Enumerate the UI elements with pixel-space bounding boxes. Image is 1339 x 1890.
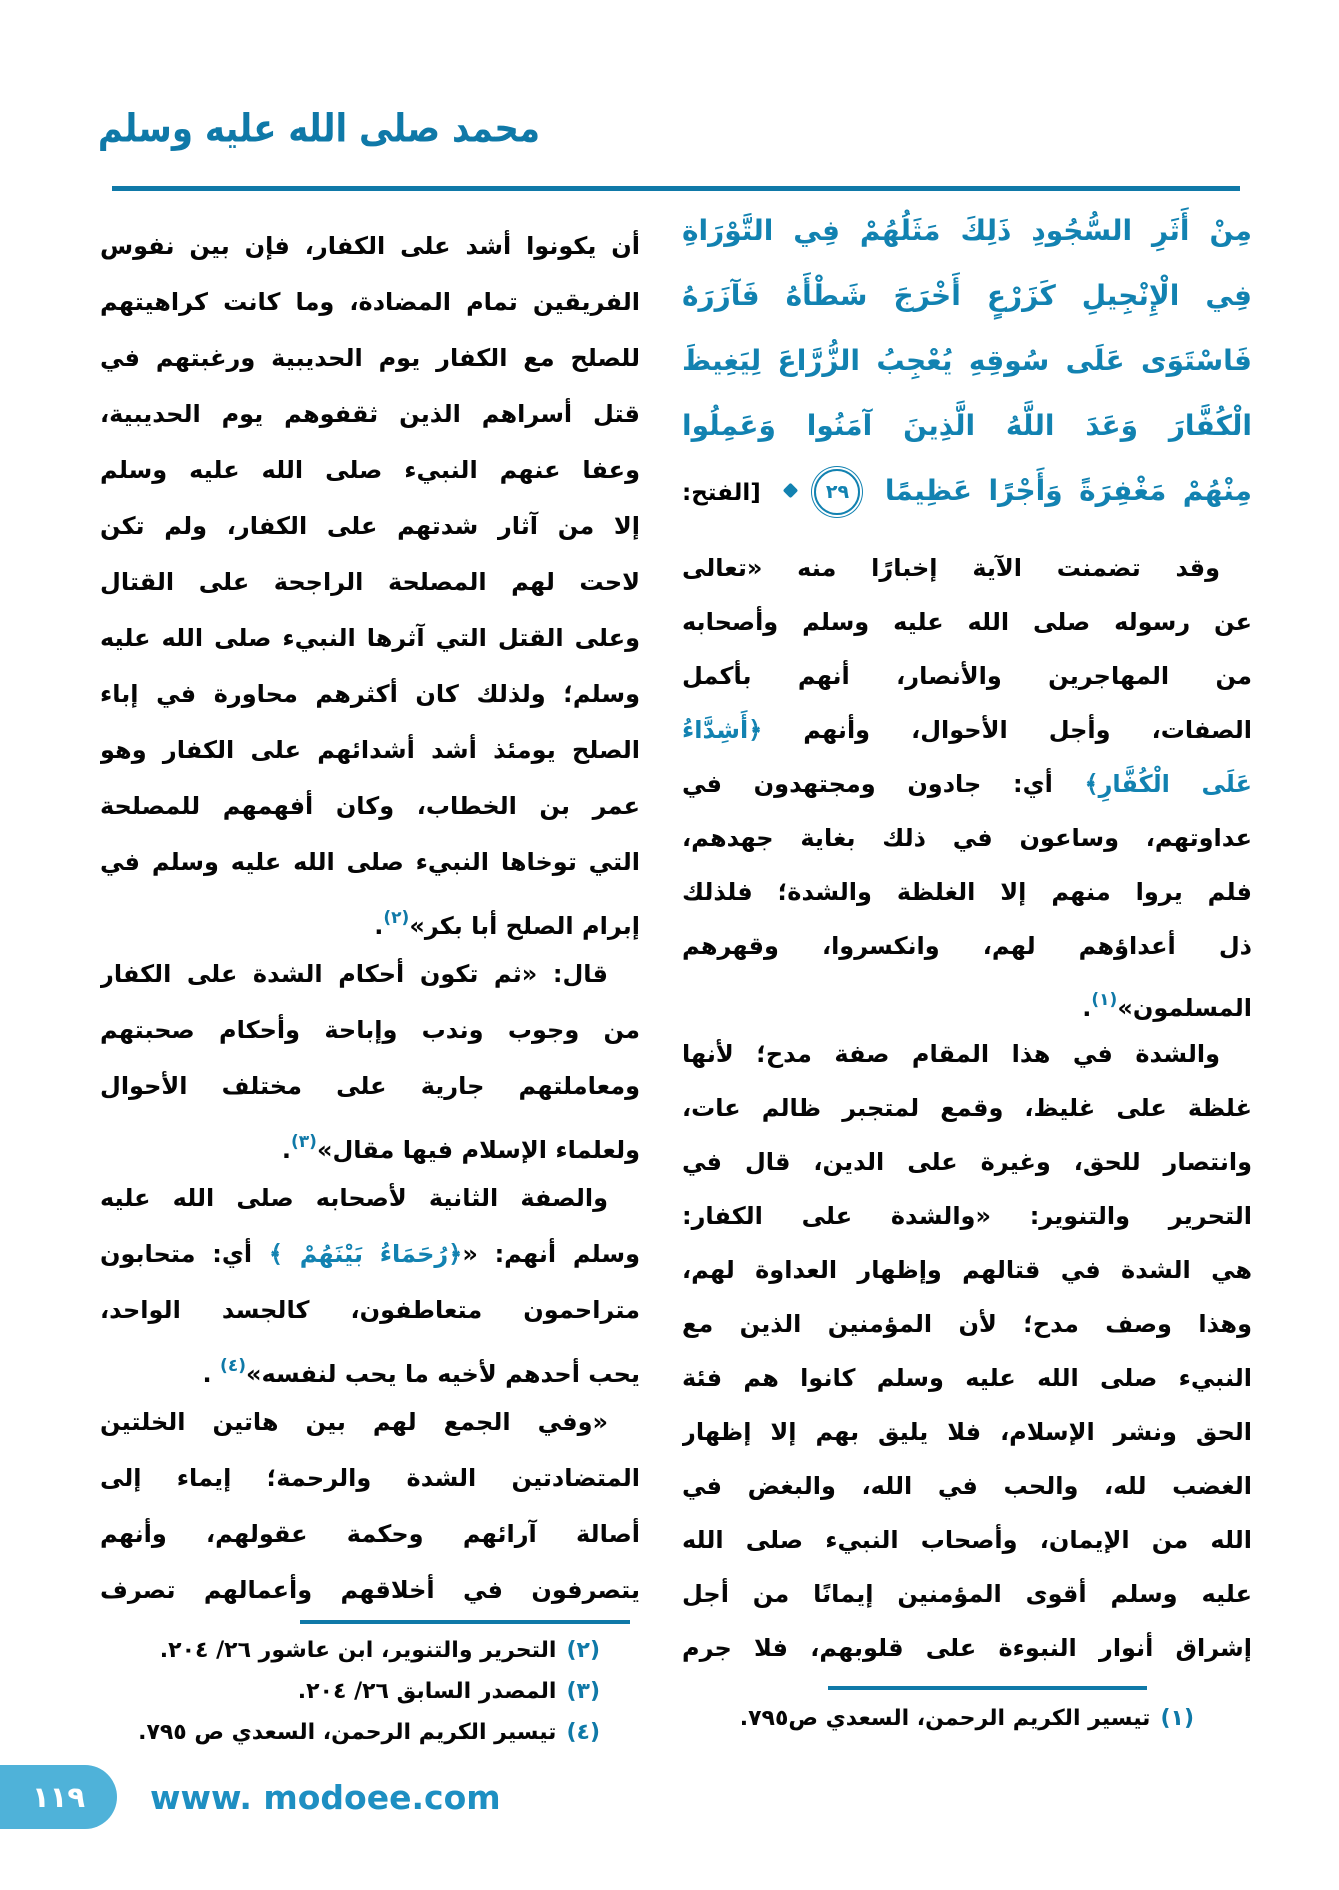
quran-inline-segment: الْكُفَّارَ وَعَدَ اللَّهُ الَّذِينَ آمَنُوا وَعَمِلُوا (682, 409, 1252, 442)
text-line (682, 1243, 1252, 1297)
text-segment: . (202, 1360, 221, 1388)
text-line (682, 1189, 1252, 1243)
text-segment: وسلم؛ ولذلك كان أكثرهم محاورة في إباء (100, 680, 640, 708)
text-segment: الصفات، وأجل الأحوال، وأنهم (762, 716, 1252, 744)
quran-verse-block (682, 198, 1252, 523)
text-line (100, 274, 640, 330)
quran-inline-segment: فِي الْإِنْجِيلِ كَزَرْعٍ أَخْرَجَ شَطْأَهُ فَآزَرَهُ (682, 279, 1252, 312)
text-line (100, 722, 640, 778)
quran-inline-segment: فَاسْتَوَى عَلَى سُوقِهِ يُعْجِبُ الزُّرَّاعَ لِيَغِيظَ (682, 344, 1252, 377)
text-segment: وهذا وصف مدح؛ لأن المؤمنين الذين مع (682, 1310, 1252, 1338)
text-segment: الله من الإيمان، وأصحاب النبيء صلى الله (682, 1526, 1252, 1554)
text-segment: والشدة في هذا المقام صفة مدح؛ لأنها (682, 1040, 1220, 1068)
text-line (682, 1513, 1252, 1567)
text-line (100, 1562, 640, 1618)
text-segment: وانتصار للحق، وغيرة على الدين، قال في (682, 1148, 1252, 1176)
text-segment: ومعاملتهم جارية على مختلف الأحوال (100, 1072, 640, 1100)
text-segment: من المهاجرين والأنصار، أنهم بأكمل (682, 662, 1252, 690)
page-number-tab (0, 1765, 117, 1829)
text-segment: . (281, 1136, 291, 1164)
text-segment: التي توخاها النبيء صلى الله عليه وسلم في (100, 848, 640, 876)
footnote-separator-left (300, 1620, 630, 1624)
footnotes-right (682, 1698, 1252, 1739)
text-line (682, 541, 1252, 595)
footnote-line (100, 1671, 600, 1712)
text-segment: أي: جادون ومجتهدون في (682, 770, 1085, 798)
text-segment: للصلح مع الكفار يوم الحديبية ورغبتهم في (100, 344, 640, 372)
footnote-separator-right (828, 1686, 1147, 1690)
text-segment: فلم يروا منهم إلا الغلظة والشدة؛ فلذلك (682, 878, 1252, 906)
text-line (100, 442, 640, 498)
text-segment: وعلى القتل التي آثرها النبيء صلى الله عليه (100, 624, 640, 652)
text-segment: غلظة على غليظ، وقمع لمتجبر ظالم عات، (682, 1094, 1252, 1122)
text-segment: إبرام الصلح أبا بكر» (409, 912, 640, 940)
text-segment: قتل أسراهم الذين ثقفوهم يوم الحديبية، (100, 400, 640, 428)
text-line (100, 834, 640, 890)
text-line (682, 865, 1252, 919)
text-line (100, 778, 640, 834)
header-rule (112, 186, 1240, 191)
footnote-number: (١) (1160, 1706, 1194, 1731)
text-line (682, 811, 1252, 865)
text-segment: أصالة آرائهم وحكمة عقولهم، وأنهم (100, 1520, 640, 1548)
footnote-text: تيسير الكريم الرحمن، السعدي ص ٧٩٥. (138, 1720, 557, 1745)
text-line (100, 330, 640, 386)
text-line (100, 386, 640, 442)
text-segment: إشراق أنوار النبوءة على قلوبهم، فلا جرم (682, 1634, 1252, 1662)
footnote-number: (٣) (566, 1679, 600, 1704)
text-line (682, 198, 1252, 263)
column-right (682, 198, 1252, 1675)
text-segment: من وجوب وندب وإباحة وأحكام صحبتهم (100, 1016, 640, 1044)
text-segment: . (1082, 994, 1092, 1022)
text-line (100, 610, 640, 666)
page-number: ١١٩ (31, 1780, 86, 1814)
text-line (100, 554, 640, 610)
footnote-text: المصدر السابق ٢٦/ ٢٠٤. (297, 1679, 557, 1704)
text-line (100, 1114, 640, 1170)
quran-inline-segment: ﴿رُحَمَاءُ بَيْنَهُمْ ﴾ (268, 1240, 463, 1268)
text-segment: «وفي الجمع لهم بين هاتين الخلتين (100, 1408, 608, 1436)
footnote-text: تيسير الكريم الرحمن، السعدي ص٧٩٥. (739, 1706, 1151, 1731)
text-segment: لاحت لهم المصلحة الراجحة على القتال (100, 568, 640, 596)
footnote-marker-sup: (١) (1091, 990, 1118, 1010)
text-line (682, 1135, 1252, 1189)
text-line (682, 1567, 1252, 1621)
right-column-body (682, 541, 1252, 1675)
quran-inline-segment: مِنْ أَثَرِ السُّجُودِ ذَلِكَ مَثَلُهُمْ فِي التَّوْرَاةِ (682, 214, 1252, 247)
text-segment: . (374, 912, 384, 940)
text-segment: عمر بن الخطاب، وكان أفهمهم للمصلحة (100, 792, 640, 820)
text-segment: النبيء صلى الله عليه وسلم كانوا هم فئة (682, 1364, 1252, 1392)
text-segment: الغضب لله، والحب في الله، والبغض في (682, 1472, 1252, 1500)
text-line (100, 1002, 640, 1058)
text-line (100, 1394, 640, 1450)
text-line (100, 666, 640, 722)
text-segment: هي الشدة في قتالهم وإظهار العداوة لهم، (682, 1256, 1252, 1284)
quran-inline-segment: عَلَى الْكُفَّارِ﴾ (1084, 770, 1252, 798)
text-segment: أي: متحابون (100, 1240, 269, 1268)
text-line (100, 218, 640, 274)
footnote-marker-sup: (٢) (383, 908, 410, 928)
text-segment: الحق ونشر الإسلام، فلا يليق بهم إلا إظهار (682, 1418, 1252, 1446)
text-segment: إلا من آثار شدتهم على الكفار، ولم تكن (100, 512, 640, 540)
text-segment: وسلم أنهم: « (462, 1240, 640, 1268)
footnote-text: التحرير والتنوير، ابن عاشور ٢٦/ ٢٠٤. (159, 1638, 557, 1663)
text-segment: أن يكونوا أشد على الكفار، فإن بين نفوس (100, 232, 640, 260)
text-line (100, 1170, 640, 1226)
text-segment: ولعلماء الإسلام فيها مقال» (316, 1136, 640, 1164)
column-left (100, 218, 640, 1618)
text-line (682, 393, 1252, 458)
text-line (682, 1297, 1252, 1351)
text-line (682, 1459, 1252, 1513)
text-segment: متراحمون متعاطفون، كالجسد الواحد، (100, 1296, 640, 1324)
text-line (682, 703, 1252, 757)
text-line (100, 1450, 640, 1506)
footnote-line (100, 1630, 600, 1671)
text-line (100, 1506, 640, 1562)
text-segment: وعفا عنهم النبيء صلى الله عليه وسلم (100, 456, 640, 484)
text-segment: عليه وسلم أقوى المؤمنين إيمانًا من أجل (682, 1580, 1252, 1608)
text-line (100, 1282, 640, 1338)
text-segment: المسلمون» (1117, 994, 1252, 1022)
text-line (100, 1338, 640, 1394)
text-segment: يحب أحدهم لأخيه ما يحب لنفسه» (245, 1360, 640, 1388)
website-url: www. modoee.com (150, 1778, 501, 1817)
text-segment: والصفة الثانية لأصحابه صلى الله عليه (100, 1184, 608, 1212)
text-segment: ذل أعداؤهم لهم، وانكسروا، وقهرهم (682, 932, 1252, 960)
footnote-number: (٢) (566, 1638, 600, 1663)
text-line (100, 1226, 640, 1282)
text-line (682, 919, 1252, 973)
text-line (682, 757, 1252, 811)
footnotes-left (100, 1630, 640, 1753)
text-segment: الصلح يومئذ أشد أشدائهم على الكفار وهو (100, 736, 640, 764)
footnote-marker-sup: (٤) (220, 1356, 246, 1376)
text-line (682, 263, 1252, 328)
text-segment: المتضادتين الشدة والرحمة؛ إيماء إلى (100, 1464, 640, 1492)
footnote-line (100, 1712, 600, 1753)
text-segment: عداوتهم، وساعون في ذلك بغاية جهدهم، (682, 824, 1252, 852)
text-segment: الفريقين تمام المضادة، وما كانت كراهيتهم (100, 288, 640, 316)
text-segment: قال: «ثم تكون أحكام الشدة على الكفار (100, 960, 608, 988)
text-line (682, 1081, 1252, 1135)
ayah-number: ٢٩ (825, 480, 850, 503)
text-segment: وقد تضمنت الآية إخبارًا منه «تعالى (682, 554, 1220, 582)
text-line (682, 1027, 1252, 1081)
text-segment: التحرير والتنوير: «والشدة على الكفار: (682, 1202, 1252, 1230)
text-line (682, 1351, 1252, 1405)
quran-inline-segment: ﴿أَشِدَّاءُ (682, 716, 763, 744)
footnote-marker-sup: (٣) (290, 1132, 317, 1152)
left-column-body (100, 218, 640, 1618)
text-segment: يتصرفون في أخلاقهم وأعمالهم تصرف (100, 1576, 640, 1604)
text-line (682, 458, 1252, 523)
quran-inline-segment: مِنْهُمْ مَغْفِرَةً وَأَجْرًا عَظِيمًا (868, 474, 1252, 507)
footnote-number: (٤) (566, 1720, 600, 1745)
ayah-end-medallion (814, 469, 860, 515)
text-line (682, 649, 1252, 703)
text-segment: عن رسوله صلى الله عليه وسلم وأصحابه (682, 608, 1252, 636)
footnote-line (682, 1698, 1194, 1739)
text-line (100, 890, 640, 946)
text-line (682, 328, 1252, 393)
verse-citation: [الفتح: (682, 480, 761, 506)
text-line (100, 1058, 640, 1114)
text-line (682, 973, 1252, 1027)
text-line (100, 946, 640, 1002)
ornament-diamond-icon (783, 482, 799, 498)
text-line (682, 1621, 1252, 1675)
prophet-name-calligraphy: محمد صلى الله عليه وسلم (97, 106, 540, 152)
text-line (682, 1405, 1252, 1459)
text-line (100, 498, 640, 554)
text-line (682, 595, 1252, 649)
